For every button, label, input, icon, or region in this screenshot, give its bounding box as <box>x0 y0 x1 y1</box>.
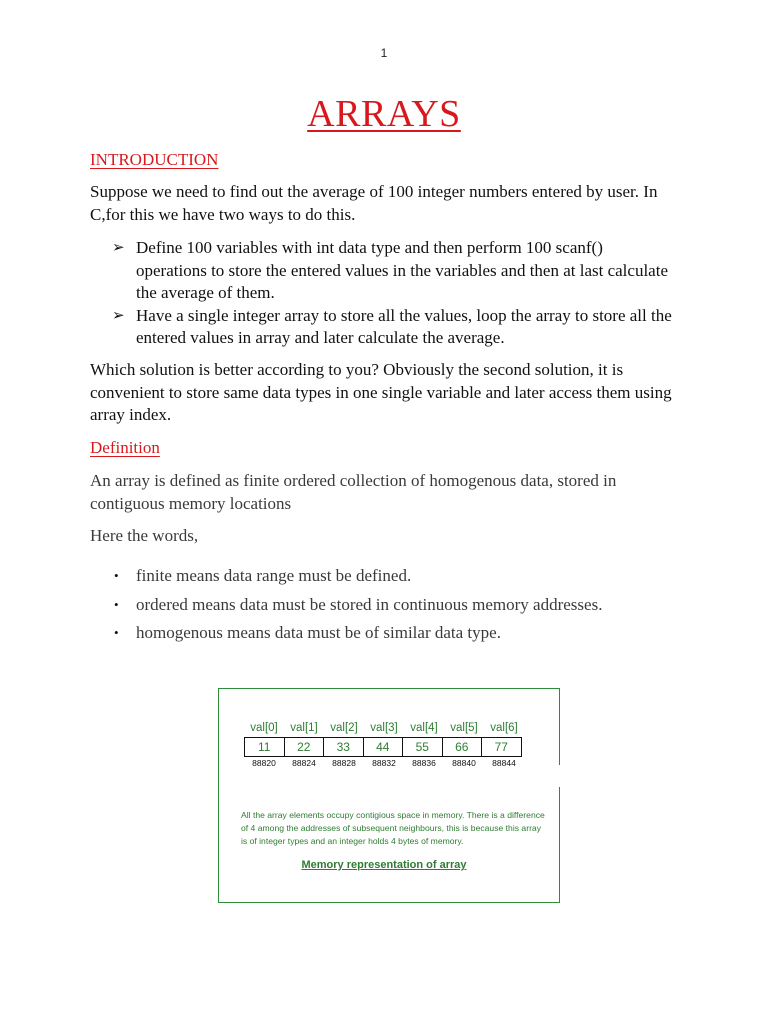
index-label: val[1] <box>290 722 318 734</box>
address-label: 88840 <box>452 758 476 768</box>
definition-text: An array is defined as finite ordered collection of homogenous data, stored in contiguous memory locations <box>90 471 617 513</box>
option-text: Have a single integer array to store all the values, loop the array to store all the entered values in array and later calculate the average. <box>136 305 672 347</box>
figure-label: Memory representation of array <box>301 859 467 871</box>
point-text: ordered means data must be stored in continuous memory addresses. <box>136 594 603 614</box>
introduction-paragraph: Suppose we need to find out the average of 100 integer numbers entered by user. In C,for this we have two ways to do this. <box>90 182 658 224</box>
here-the-words: Here the words, <box>90 526 199 545</box>
array-cell: 33 <box>324 738 364 756</box>
index-label: val[5] <box>450 722 478 734</box>
address-label: 88824 <box>292 758 316 768</box>
index-label: val[3] <box>370 722 398 734</box>
array-cell: 22 <box>285 738 325 756</box>
bullet-icon: • <box>114 596 119 612</box>
definition-heading: Definition <box>90 438 160 457</box>
list-item <box>112 237 672 305</box>
address-label: 88828 <box>332 758 356 768</box>
bullet-icon: • <box>114 568 119 583</box>
array-cell: 44 <box>364 738 404 756</box>
border-gap <box>548 765 562 787</box>
address-label: 88820 <box>252 758 276 768</box>
point-text: homogenous means data must be of similar data type. <box>136 623 501 642</box>
index-label: val[0] <box>250 722 278 734</box>
arrow-bullet-icon: ➢ <box>112 307 125 324</box>
list-item <box>112 622 672 644</box>
array-cell: 66 <box>443 738 483 756</box>
option-text: Define 100 variables with int data type and then perform 100 scanf() operations to store the entered values in the variables and then at last calculate the average of them. <box>136 238 668 302</box>
point-text: finite means data range must be defined. <box>136 566 412 585</box>
definition-points <box>112 565 672 651</box>
page-title <box>0 92 768 136</box>
list-item <box>112 305 672 350</box>
address-row <box>244 758 524 768</box>
array-cell: 77 <box>494 740 508 754</box>
arrow-bullet-icon: ➢ <box>112 240 125 256</box>
introduction-heading: INTRODUCTION <box>90 150 219 169</box>
figure-caption: All the array elements occupy contigious space in memory. There is a difference of 4 among the addresses of subsequent neighbours, this is because this array is of integer types and an integer holds 4 bytes of memory. <box>241 810 545 846</box>
options-list <box>112 237 672 350</box>
index-label: val[4] <box>410 722 438 734</box>
index-row <box>244 722 524 734</box>
memory-diagram <box>218 688 560 903</box>
solution-paragraph: Which solution is better according to you? Obviously the second solution, it is convenient to store same data types in one single variable and later access them using array index. <box>90 360 672 424</box>
array-cells <box>244 737 522 757</box>
address-label: 88836 <box>412 758 436 768</box>
array-cell: 55 <box>403 738 443 756</box>
list-item <box>112 565 672 587</box>
index-label: val[2] <box>330 722 358 734</box>
bullet-icon: • <box>114 625 119 640</box>
page-number: 1 <box>380 46 388 60</box>
page-title-text: ARRAYS <box>307 93 461 135</box>
list-item <box>112 594 672 616</box>
array-cell: 11 <box>245 738 285 756</box>
address-label: 88832 <box>372 758 396 768</box>
index-label: val[6] <box>490 722 518 734</box>
address-label: 88844 <box>492 758 516 768</box>
